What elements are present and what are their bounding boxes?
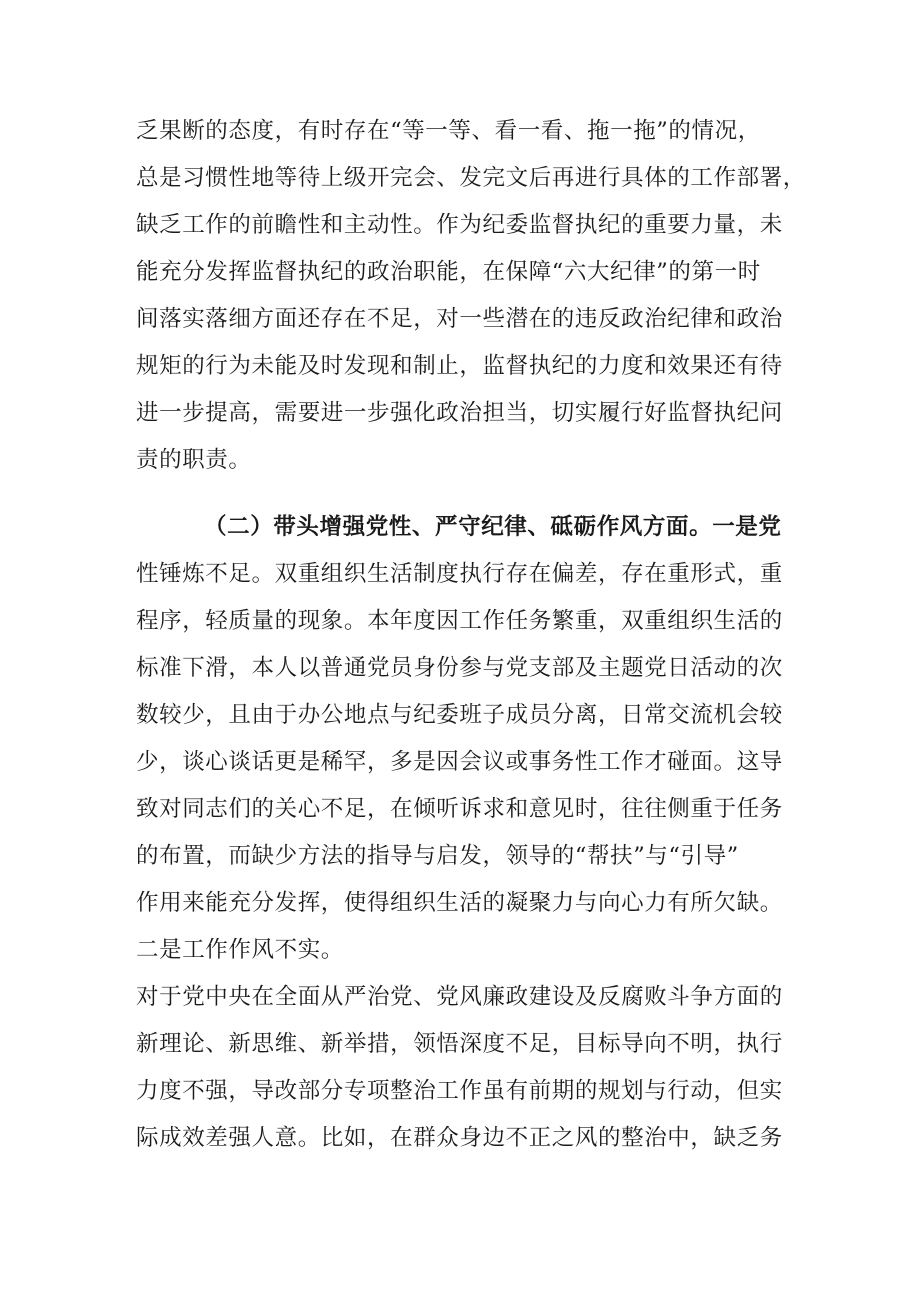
para2-line-3: 标准下滑，本人以普通党员身份参与党支部及主题党日活动的次 — [136, 655, 783, 681]
para3-line-1: 对于党中央在全面从严治党、党风廉政建设及反腐败斗争方面的 — [136, 984, 783, 1010]
para1-line-6: 规矩的行为未能及时发现和制止，监督执纪的力度和效果还有待 — [136, 353, 783, 379]
para3-line-3: 力度不强，导改部分专项整治工作虽有前期的规划与行动，但实 — [136, 1078, 783, 1104]
para3-line-2: 新理论、新思维、新举措，领悟深度不足，目标导向不明，执行 — [136, 1031, 783, 1057]
para2-line-4: 数较少，且由于办公地点与纪委班子成员分离，日常交流机会较 — [136, 702, 783, 728]
para1-line-7: 进一步提高，需要进一步强化政治担当，切实履行好监督执纪问 — [136, 400, 783, 426]
para2-line-7: 的布置，而缺少方法的指导与启发，领导的“帮扶”与“引导” — [136, 843, 739, 869]
para2-line-2: 程序，轻质量的现象。本年度因工作任务繁重，双重组织生活的 — [136, 608, 783, 634]
para1-line-2: 总是习惯性地等待上级开完会、发完文后再进行具体的工作部署， — [136, 165, 806, 191]
para3-line-4: 际成效差强人意。比如，在群众身边不正之风的整治中，缺乏务 — [136, 1125, 783, 1151]
para2-line-6: 致对同志们的关心不足，在倾听诉求和意见时，往往侧重于任务 — [136, 796, 783, 822]
para2-line-1: 性锤炼不足。双重组织生活制度执行存在偏差，存在重形式，重 — [136, 561, 783, 587]
para1-line-8: 责的职责。 — [136, 447, 252, 473]
para2-line-5: 少，谈心谈话更是稀罕，多是因会议或事务性工作才碰面。这导 — [136, 749, 783, 775]
para1-line-3: 缺乏工作的前瞻性和主动性。作为纪委监督执纪的重要力量，未 — [136, 212, 783, 238]
para1-line-1: 乏果断的态度，有时存在“等一等、看一看、拖一拖”的情况， — [136, 118, 761, 144]
section-heading: （二）带头增强党性、严守纪律、砥砺作风方面。一是党 — [204, 514, 782, 540]
para1-line-5: 间落实落细方面还存在不足，对一些潜在的违反政治纪律和政治 — [136, 306, 783, 332]
para2-line-8: 作用来能充分发挥，使得组织生活的凝聚力与向心力有所欠缺。 — [136, 890, 783, 916]
para1-line-4: 能充分发挥监督执纪的政治职能，在保障“六大纪律”的第一时 — [136, 259, 761, 285]
para2-line-9: 二是工作作风不实。 — [136, 937, 344, 963]
